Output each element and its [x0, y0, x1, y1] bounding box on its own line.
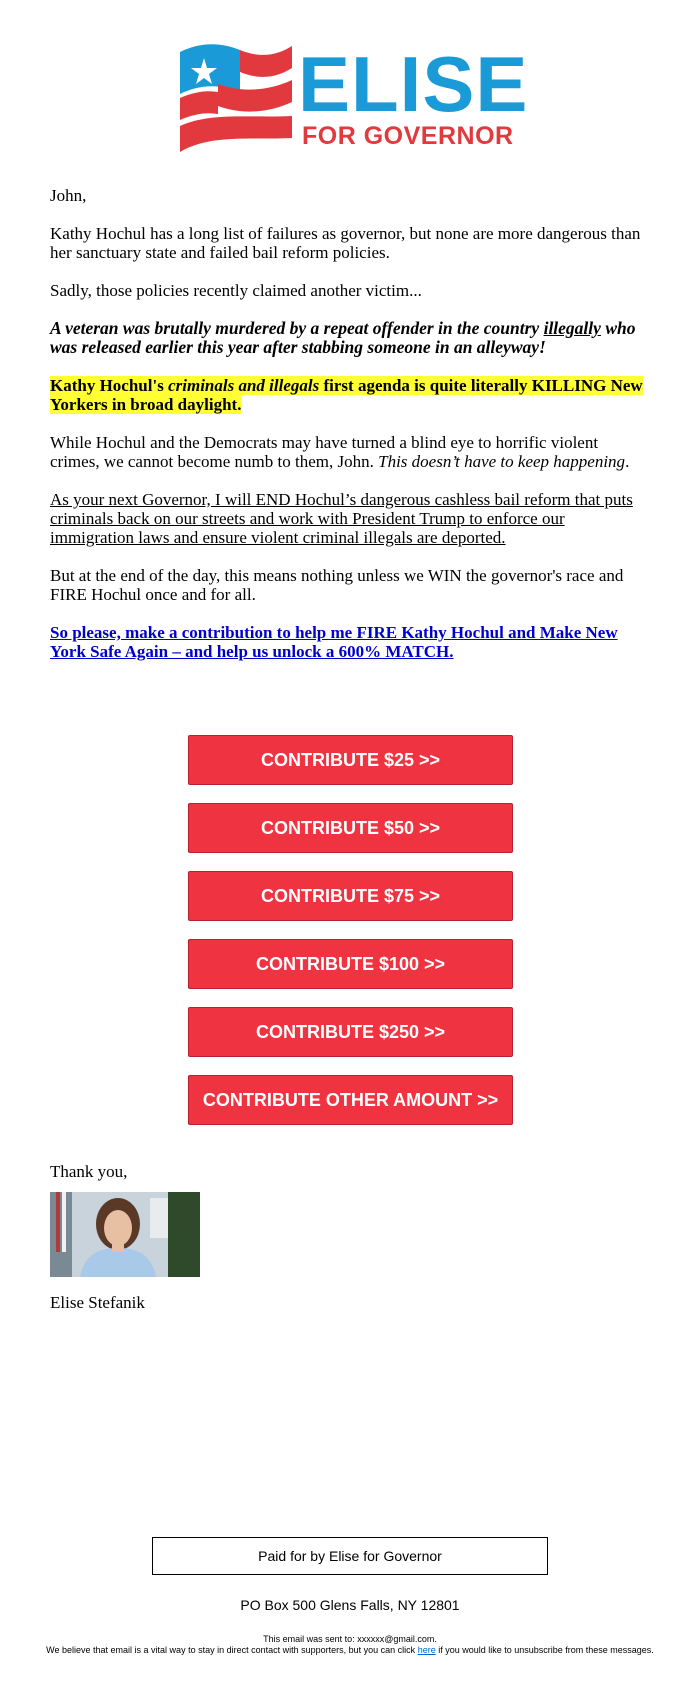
- unsubscribe-link[interactable]: here: [417, 1645, 436, 1655]
- paragraph-promise: As your next Governor, I will END Hochul’s dangerous cashless bail reform that puts criminals back on our streets and work with President Trump to enforce our immigration laws and ensure violent criminal illegals are deported.: [50, 490, 633, 547]
- unsubscribe-text-a: We believe that email is a vital way to stay in direct contact with supporters, but you can click: [46, 1645, 418, 1655]
- logo-name: ELISE: [298, 40, 529, 128]
- paid-for-disclaimer: Paid for by Elise for Governor: [152, 1537, 548, 1575]
- numb-text-a: While Hochul and the Democrats may have turned a blind eye to horrific violent crimes, we cannot become numb to them, John.: [50, 433, 599, 471]
- contribute-75-button[interactable]: CONTRIBUTE $75 >>: [188, 871, 513, 921]
- candidate-portrait-icon: [50, 1192, 200, 1277]
- highlight-text-italic: criminals and illegals: [168, 376, 320, 395]
- paragraph-numb: [50, 433, 650, 471]
- logo-subtitle: FOR GOVERNOR: [302, 122, 514, 150]
- mailing-address: PO Box 500 Glens Falls, NY 12801: [240, 1597, 460, 1613]
- paragraph-win: But at the end of the day, this means nothing unless we WIN the governor's race and FIRE Hochul once and for all.: [50, 566, 624, 604]
- fine-print: [45, 1634, 655, 1656]
- candidate-photo: [50, 1192, 200, 1277]
- contribute-other-button[interactable]: CONTRIBUTE OTHER AMOUNT >>: [188, 1075, 513, 1125]
- veteran-text-underlined: illegally: [543, 318, 601, 338]
- paragraph-failures: Kathy Hochul has a long list of failures as governor, but none are more dangerous than her sanctuary state and failed bail reform policies.: [50, 224, 641, 262]
- email-body: [50, 186, 650, 680]
- highlight-text-b: first agenda is quite literally KILLING New Yorkers in broad daylight.: [50, 376, 643, 414]
- contribute-50-button[interactable]: CONTRIBUTE $50 >>: [188, 803, 513, 853]
- signoff: Thank you,: [50, 1162, 128, 1181]
- greeting: John,: [50, 186, 87, 205]
- highlight-text-a: Kathy Hochul's: [50, 376, 169, 395]
- contribute-250-button[interactable]: CONTRIBUTE $250 >>: [188, 1007, 513, 1057]
- campaign-logo: [180, 40, 529, 155]
- highlighted-paragraph: [50, 376, 650, 414]
- veteran-text-b: who was released earlier this year after stabbing someone in an alleyway!: [50, 318, 636, 357]
- numb-text-italic: This doesn’t have to keep happening: [378, 452, 626, 471]
- veteran-text-a: A veteran was brutally murdered by a repeat offender in the country: [50, 318, 544, 338]
- unsubscribe-text-b: if you would like to unsubscribe from these messages.: [435, 1645, 654, 1655]
- cta-paragraph: [50, 623, 650, 661]
- contribute-25-button[interactable]: CONTRIBUTE $25 >>: [188, 735, 513, 785]
- signature-name: Elise Stefanik: [50, 1293, 145, 1312]
- contribute-buttons: [188, 735, 513, 1143]
- numb-text-b: .: [625, 452, 630, 471]
- paragraph-victim: Sadly, those policies recently claimed another victim...: [50, 281, 422, 300]
- flag-e-icon: [180, 40, 292, 155]
- contribute-cta-link[interactable]: So please, make a contribution to help me FIRE Kathy Hochul and Make New York Safe Again – and help us unlock a 600% MATCH.: [50, 623, 618, 661]
- highlight-mark: [50, 376, 643, 414]
- unsubscribe-line: [45, 1645, 655, 1656]
- sent-to-line: This email was sent to: xxxxxx@gmail.com.: [263, 1634, 437, 1644]
- contribute-100-button[interactable]: CONTRIBUTE $100 >>: [188, 939, 513, 989]
- paragraph-veteran: [50, 319, 650, 357]
